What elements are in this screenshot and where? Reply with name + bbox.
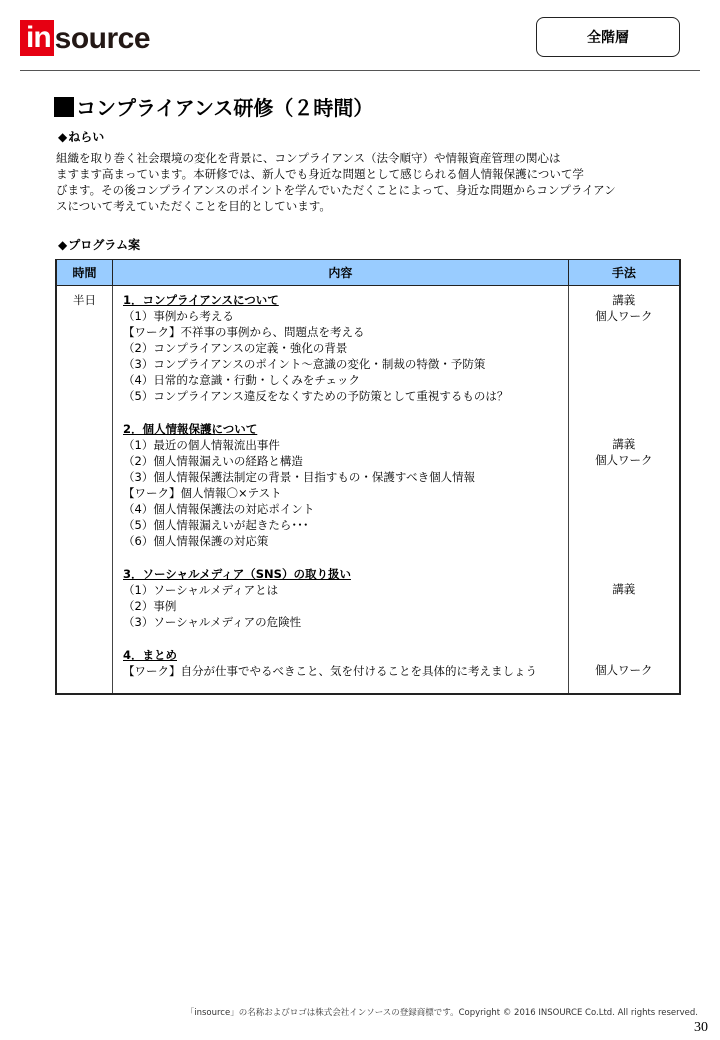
insource-logo [20, 20, 150, 56]
page-number: 30 [694, 1020, 708, 1035]
section-item: （2）個人情報漏えいの経路と構造 [123, 454, 303, 468]
method-block [569, 292, 679, 436]
method-cell [568, 286, 680, 695]
method-label: 講義 [612, 582, 636, 596]
section-item: （5）個人情報漏えいが起きたら･･･ [123, 518, 309, 532]
section-title: 4．まとめ [123, 648, 178, 662]
section-item: 【ワーク】個人情報〇×テスト [123, 486, 282, 500]
aim-heading [58, 128, 104, 145]
section-item: （3）コンプライアンスのポイント～意識の変化・制裁の特徴・予防策 [123, 357, 486, 371]
column-header-time: 時間 [56, 260, 113, 286]
program-section [123, 421, 568, 549]
method-block [569, 662, 679, 678]
time-cell: 半日 [56, 286, 113, 695]
section-item: 【ワーク】不祥事の事例から、問題点を考える [123, 325, 365, 339]
section-item: （3）個人情報保護法制定の背景・目指すもの・保護すべき個人情報 [123, 470, 476, 484]
section-item: （3）ソーシャルメディアの危険性 [123, 615, 302, 629]
aim-line: スについて考えていただくことを目的としています。 [56, 199, 331, 213]
program-section [123, 292, 568, 404]
diamond-bullet-icon: ◆ [58, 130, 68, 144]
program-table [55, 259, 681, 695]
section-item: （5）コンプライアンス違反をなくすための予防策として重視するものは？ [123, 389, 509, 403]
column-header-method: 手法 [568, 260, 680, 286]
section-item: （2）事例 [123, 599, 177, 613]
column-header-content: 内容 [113, 260, 569, 286]
aim-heading-text: ねらい [68, 130, 105, 144]
table-header-row [56, 260, 680, 286]
method-label: 個人ワーク [595, 663, 653, 677]
aim-paragraph [56, 150, 656, 214]
aim-line: ますます高まっています。本研修では、新人でも身近な問題として感じられる個人情報保護について学 [56, 167, 584, 181]
method-block [569, 581, 679, 662]
section-title: 3．ソーシャルメディア（SNS）の取り扱い [123, 567, 351, 581]
program-section [123, 647, 568, 679]
method-label: 個人ワーク [595, 453, 653, 467]
logo-in-mark: in [20, 20, 54, 56]
logo-wordmark: source [54, 22, 151, 55]
section-title: 2．個人情報保護について [123, 422, 258, 436]
aim-line: びます。その後コンプライアンスのポイントを学んでいただくことによって、身近な問題からコンプライアン [56, 183, 616, 197]
section-item: （2）コンプライアンスの定義・強化の背景 [123, 341, 348, 355]
copyright-notice: 「insource」の名称およびロゴは株式会社インソースの登録商標です。Copyright © 2016 INSOURCE Co.Ltd. All rights reserved. [185, 1008, 698, 1018]
method-label: 講義 [612, 293, 636, 307]
program-section [123, 566, 568, 630]
method-label: 講義 [612, 437, 636, 451]
section-item: （1）事例から考える [123, 309, 234, 323]
section-item: （4）日常的な意識・行動・しくみをチェック [123, 373, 360, 387]
section-item: （4）個人情報保護法の対応ポイント [123, 502, 315, 516]
section-title: 1．コンプライアンスについて [123, 293, 279, 307]
program-heading-text: プログラム案 [68, 238, 141, 252]
aim-line: 組織を取り巻く社会環境の変化を背景に、コンプライアンス（法令順守）や情報資産管理の関心は [56, 151, 561, 165]
target-level-badge: 全階層 [536, 17, 680, 57]
section-item: （6）個人情報保護の対応策 [123, 534, 269, 548]
page-title [54, 92, 373, 121]
page-title-text: コンプライアンス研修（２時間） [76, 96, 374, 120]
method-label: 個人ワーク [595, 309, 653, 323]
table-row [56, 286, 680, 695]
section-item: 【ワーク】自分が仕事でやるべきこと、気を付けることを具体的に考えましょう [123, 664, 537, 678]
header-divider [20, 70, 700, 71]
section-item: （1）ソーシャルメディアとは [123, 583, 279, 597]
section-item: （1）最近の個人情報流出事件 [123, 438, 280, 452]
diamond-bullet-icon: ◆ [58, 238, 68, 252]
content-cell [113, 286, 569, 695]
method-block [569, 436, 679, 581]
square-bullet-icon [54, 97, 74, 117]
program-heading [58, 236, 140, 253]
